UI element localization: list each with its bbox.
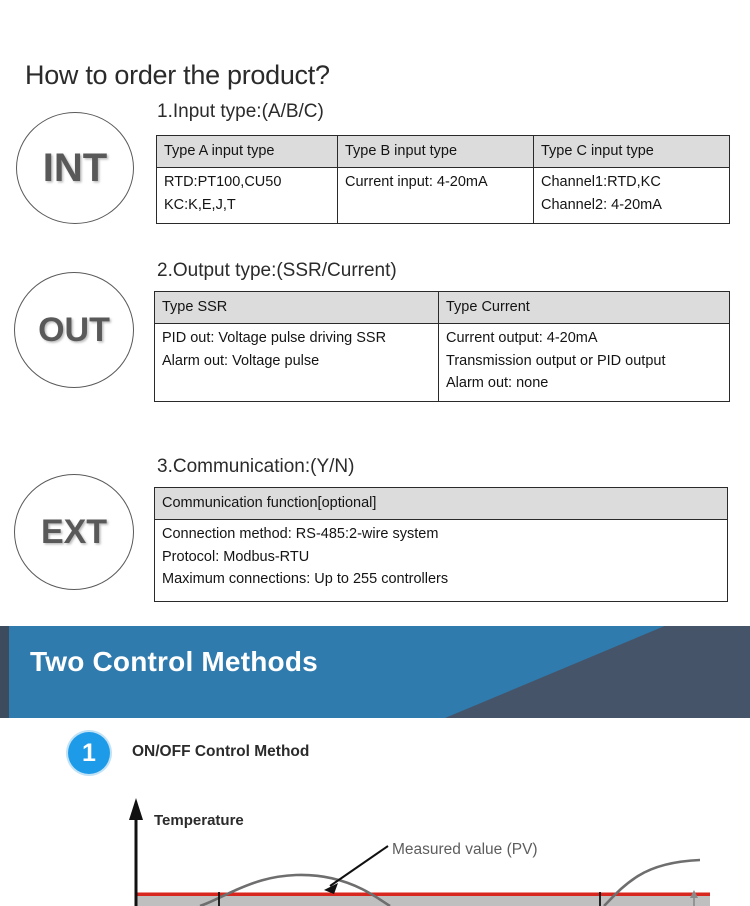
chart-y-axis-arrowhead — [129, 798, 143, 820]
table-header-cell: Type C input type — [534, 136, 730, 168]
onoff-control-chart — [0, 790, 750, 906]
page-title: How to order the product? — [25, 60, 330, 90]
cell-line: KC:K,E,J,T — [164, 196, 236, 213]
method-number-label: 1 — [82, 738, 96, 767]
table-row — [155, 520, 728, 602]
badge-out-circle — [14, 272, 134, 388]
chart-svg — [0, 790, 750, 906]
badge-ext-circle — [14, 474, 134, 590]
table-row — [155, 324, 730, 402]
cell-line: Transmission output or PID output — [446, 352, 666, 369]
table-row — [157, 168, 730, 224]
cell-line: Channel1:RTD,KC — [541, 174, 661, 191]
banner-title: Two Control Methods — [30, 646, 318, 677]
badge-int-circle — [16, 112, 134, 224]
table-cell — [338, 168, 534, 224]
table-row — [155, 292, 730, 324]
cell-line: PID out: Voltage pulse driving SSR — [162, 330, 387, 347]
chart-y-axis-label: Temperature — [154, 812, 244, 829]
input-type-table — [156, 135, 730, 224]
table-header-cell: Type B input type — [338, 136, 534, 168]
badge-ext-label: EXT — [40, 513, 108, 551]
badge-out-label: OUT — [38, 311, 110, 349]
table-cell — [155, 324, 439, 402]
cell-line: Protocol: Modbus-RTU — [162, 548, 310, 565]
table-cell — [439, 324, 730, 402]
table-cell — [534, 168, 730, 224]
cell-line: Alarm out: Voltage pulse — [162, 352, 320, 369]
table-header-cell: Type SSR — [155, 292, 439, 324]
cell-line: Alarm out: none — [446, 375, 549, 392]
table-header-cell: Type A input type — [157, 136, 338, 168]
cell-line: Current output: 4-20mA — [446, 330, 598, 347]
section-heading-input-type: 1.Input type:(A/B/C) — [157, 101, 324, 122]
section-banner — [0, 626, 750, 718]
table-header-cell: Communication function[optional] — [155, 488, 728, 520]
table-row — [155, 488, 728, 520]
table-row — [157, 136, 730, 168]
section-heading-communication: 3.Communication:(Y/N) — [157, 456, 355, 477]
cell-line: Maximum connections: Up to 255 controllers — [162, 571, 449, 588]
cell-line: Current input: 4-20mA — [345, 174, 488, 191]
cell-line: Channel2: 4-20mA — [541, 196, 662, 213]
table-cell — [157, 168, 338, 224]
table-cell — [155, 520, 728, 602]
communication-table — [154, 487, 728, 602]
banner-left-accent-bar — [0, 626, 9, 718]
table-header-cell: Type Current — [439, 292, 730, 324]
method-number-badge — [68, 732, 110, 774]
method-title: ON/OFF Control Method — [132, 743, 310, 760]
output-type-table — [154, 291, 730, 402]
badge-int-label: INT — [42, 146, 108, 190]
cell-line: RTD:PT100,CU50 — [164, 174, 282, 191]
section-heading-output-type: 2.Output type:(SSR/Current) — [157, 260, 397, 281]
chart-pv-annotation-label: Measured value (PV) — [392, 841, 538, 858]
chart-annotation-leader — [330, 846, 388, 886]
cell-line: Connection method: RS-485:2-wire system — [162, 526, 439, 543]
